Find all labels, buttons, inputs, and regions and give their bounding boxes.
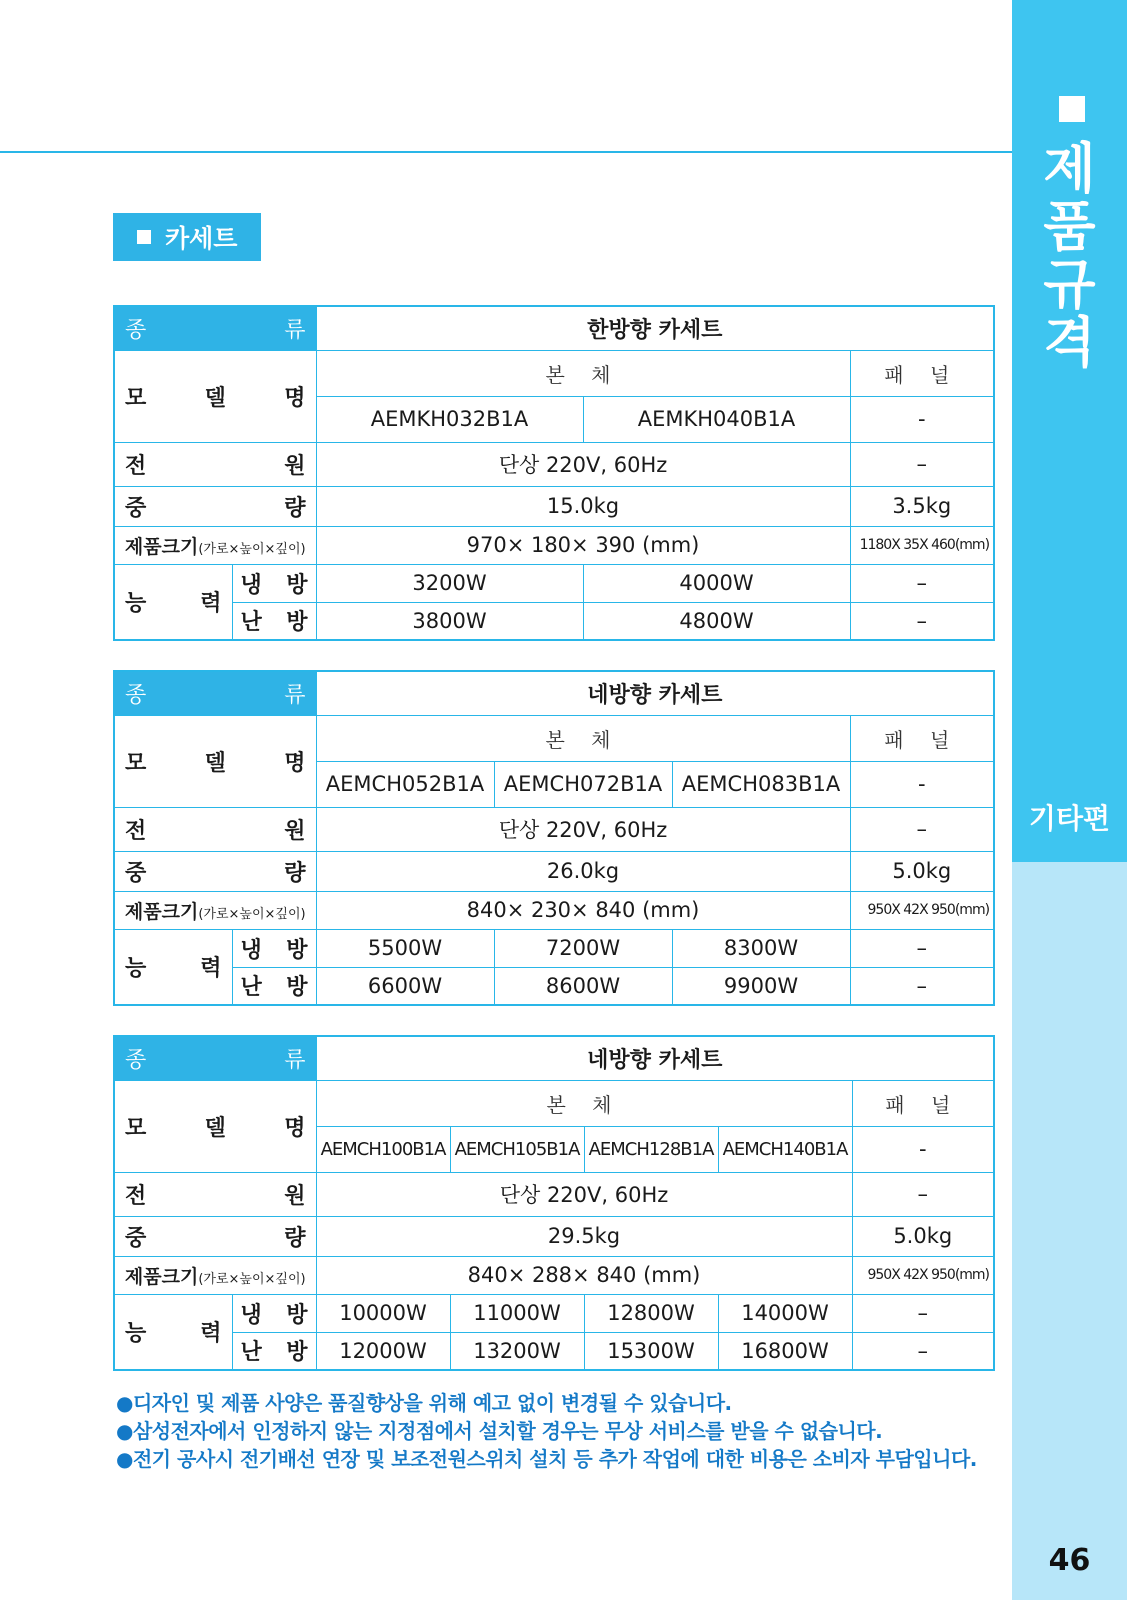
label-heating: 난 방 <box>232 1332 316 1370</box>
label-weight: 중 량 <box>114 851 316 891</box>
panel-model: - <box>850 761 994 807</box>
panel-heating: – <box>850 602 994 640</box>
model-name: AEMCH128B1A <box>584 1126 718 1172</box>
panel-size: 950X 42X 950(mm) <box>852 1256 994 1294</box>
header-panel: 패 널 <box>850 350 994 396</box>
note-item: ●삼성전자에서 인정하지 않는 지정점에서 설치할 경우는 무상 서비스를 받을 수 없습니다. <box>116 1419 883 1443</box>
header-panel: 패 널 <box>852 1080 994 1126</box>
sidebar-title-char: 규 <box>1043 253 1096 316</box>
header-body: 본 체 <box>316 715 850 761</box>
model-name: AEMCH140B1A <box>718 1126 852 1172</box>
label-size: 제품크기(가로×높이×깊이) <box>114 1256 316 1294</box>
weight-value: 26.0kg <box>316 851 850 891</box>
sidebar-title-char: 품 <box>1043 195 1096 258</box>
model-name: AEMCH105B1A <box>450 1126 584 1172</box>
heating-value: 8600W <box>494 967 672 1005</box>
sidebar-lower <box>1012 862 1127 1600</box>
panel-model: - <box>850 396 994 442</box>
cooling-value: 12800W <box>584 1294 718 1332</box>
header-body: 본 체 <box>316 1080 852 1126</box>
note-item: ●디자인 및 제품 사양은 품질향상을 위해 예고 없이 변경될 수 있습니다. <box>116 1391 732 1415</box>
label-weight: 중 량 <box>114 1216 316 1256</box>
product-type: 네방향 카세트 <box>316 671 994 715</box>
spec-table-1 <box>113 305 995 641</box>
note-item: ●전기 공사시 전기배선 연장 및 보조전원스위치 설치 등 추가 작업에 대한 비용은 소비자 부담입니다. <box>116 1447 977 1471</box>
label-size: 제품크기(가로×높이×깊이) <box>114 891 316 929</box>
size-value: 840× 230× 840 (mm) <box>316 891 850 929</box>
square-bullet-icon <box>1059 96 1085 122</box>
label-heating: 난 방 <box>232 602 316 640</box>
label-weight: 중 량 <box>114 486 316 526</box>
model-name: AEMCH072B1A <box>494 761 672 807</box>
panel-heating: – <box>852 1332 994 1370</box>
cooling-value: 8300W <box>672 929 850 967</box>
heating-value: 13200W <box>450 1332 584 1370</box>
panel-weight: 5.0kg <box>850 851 994 891</box>
panel-size: 1180X 35X 460(mm) <box>850 526 994 564</box>
spec-table-3 <box>113 1035 995 1371</box>
weight-value: 29.5kg <box>316 1216 852 1256</box>
header-panel: 패 널 <box>850 715 994 761</box>
panel-power: – <box>850 442 994 486</box>
panel-model: - <box>852 1126 994 1172</box>
model-name: AEMKH032B1A <box>316 396 583 442</box>
model-name: AEMCH083B1A <box>672 761 850 807</box>
label-capacity: 능 력 <box>114 929 232 1005</box>
cooling-value: 3200W <box>316 564 583 602</box>
model-name: AEMKH040B1A <box>583 396 850 442</box>
label-kind: 종 류 <box>114 306 316 350</box>
sidebar-title-char: 제 <box>1043 137 1096 200</box>
top-divider <box>0 151 1012 153</box>
size-value: 840× 288× 840 (mm) <box>316 1256 852 1294</box>
label-capacity: 능 력 <box>114 564 232 640</box>
label-capacity: 능 력 <box>114 1294 232 1370</box>
label-cooling: 냉 방 <box>232 1294 316 1332</box>
label-model: 모 델 명 <box>114 1080 316 1172</box>
cooling-value: 14000W <box>718 1294 852 1332</box>
power-value: 단상 220V, 60Hz <box>316 442 850 486</box>
panel-cooling: – <box>852 1294 994 1332</box>
weight-value: 15.0kg <box>316 486 850 526</box>
model-name: AEMCH100B1A <box>316 1126 450 1172</box>
label-power: 전 원 <box>114 442 316 486</box>
product-type: 네방향 카세트 <box>316 1036 994 1080</box>
label-kind: 종 류 <box>114 1036 316 1080</box>
label-model: 모 델 명 <box>114 350 316 442</box>
label-power: 전 원 <box>114 1172 316 1216</box>
panel-power: – <box>852 1172 994 1216</box>
power-value: 단상 220V, 60Hz <box>316 1172 852 1216</box>
square-bullet-icon <box>137 230 151 244</box>
heating-value: 12000W <box>316 1332 450 1370</box>
sidebar-section-label: 기타편 <box>1028 802 1111 835</box>
section-heading <box>113 213 261 261</box>
page-number: 46 <box>1048 1543 1091 1578</box>
panel-weight: 3.5kg <box>850 486 994 526</box>
model-name: AEMCH052B1A <box>316 761 494 807</box>
product-type: 한방향 카세트 <box>316 306 994 350</box>
sidebar-title <box>1012 137 1127 374</box>
panel-weight: 5.0kg <box>852 1216 994 1256</box>
label-kind: 종 류 <box>114 671 316 715</box>
power-value: 단상 220V, 60Hz <box>316 807 850 851</box>
panel-power: – <box>850 807 994 851</box>
panel-cooling: – <box>850 564 994 602</box>
label-power: 전 원 <box>114 807 316 851</box>
cooling-value: 7200W <box>494 929 672 967</box>
panel-cooling: – <box>850 929 994 967</box>
heating-value: 9900W <box>672 967 850 1005</box>
size-value: 970× 180× 390 (mm) <box>316 526 850 564</box>
label-cooling: 냉 방 <box>232 564 316 602</box>
label-size: 제품크기(가로×높이×깊이) <box>114 526 316 564</box>
notes-list <box>116 1389 996 1473</box>
heating-value: 16800W <box>718 1332 852 1370</box>
sidebar-upper <box>1012 0 1127 862</box>
label-cooling: 냉 방 <box>232 929 316 967</box>
heating-value: 6600W <box>316 967 494 1005</box>
cooling-value: 10000W <box>316 1294 450 1332</box>
heating-value: 4800W <box>583 602 850 640</box>
heating-value: 3800W <box>316 602 583 640</box>
sidebar-title-char: 격 <box>1043 311 1096 374</box>
label-model: 모 델 명 <box>114 715 316 807</box>
header-body: 본 체 <box>316 350 850 396</box>
panel-heating: – <box>850 967 994 1005</box>
cooling-value: 11000W <box>450 1294 584 1332</box>
section-heading-text: 카세트 <box>165 224 238 253</box>
label-heating: 난 방 <box>232 967 316 1005</box>
spec-table-2 <box>113 670 995 1006</box>
panel-size: 950X 42X 950(mm) <box>850 891 994 929</box>
cooling-value: 4000W <box>583 564 850 602</box>
cooling-value: 5500W <box>316 929 494 967</box>
heating-value: 15300W <box>584 1332 718 1370</box>
